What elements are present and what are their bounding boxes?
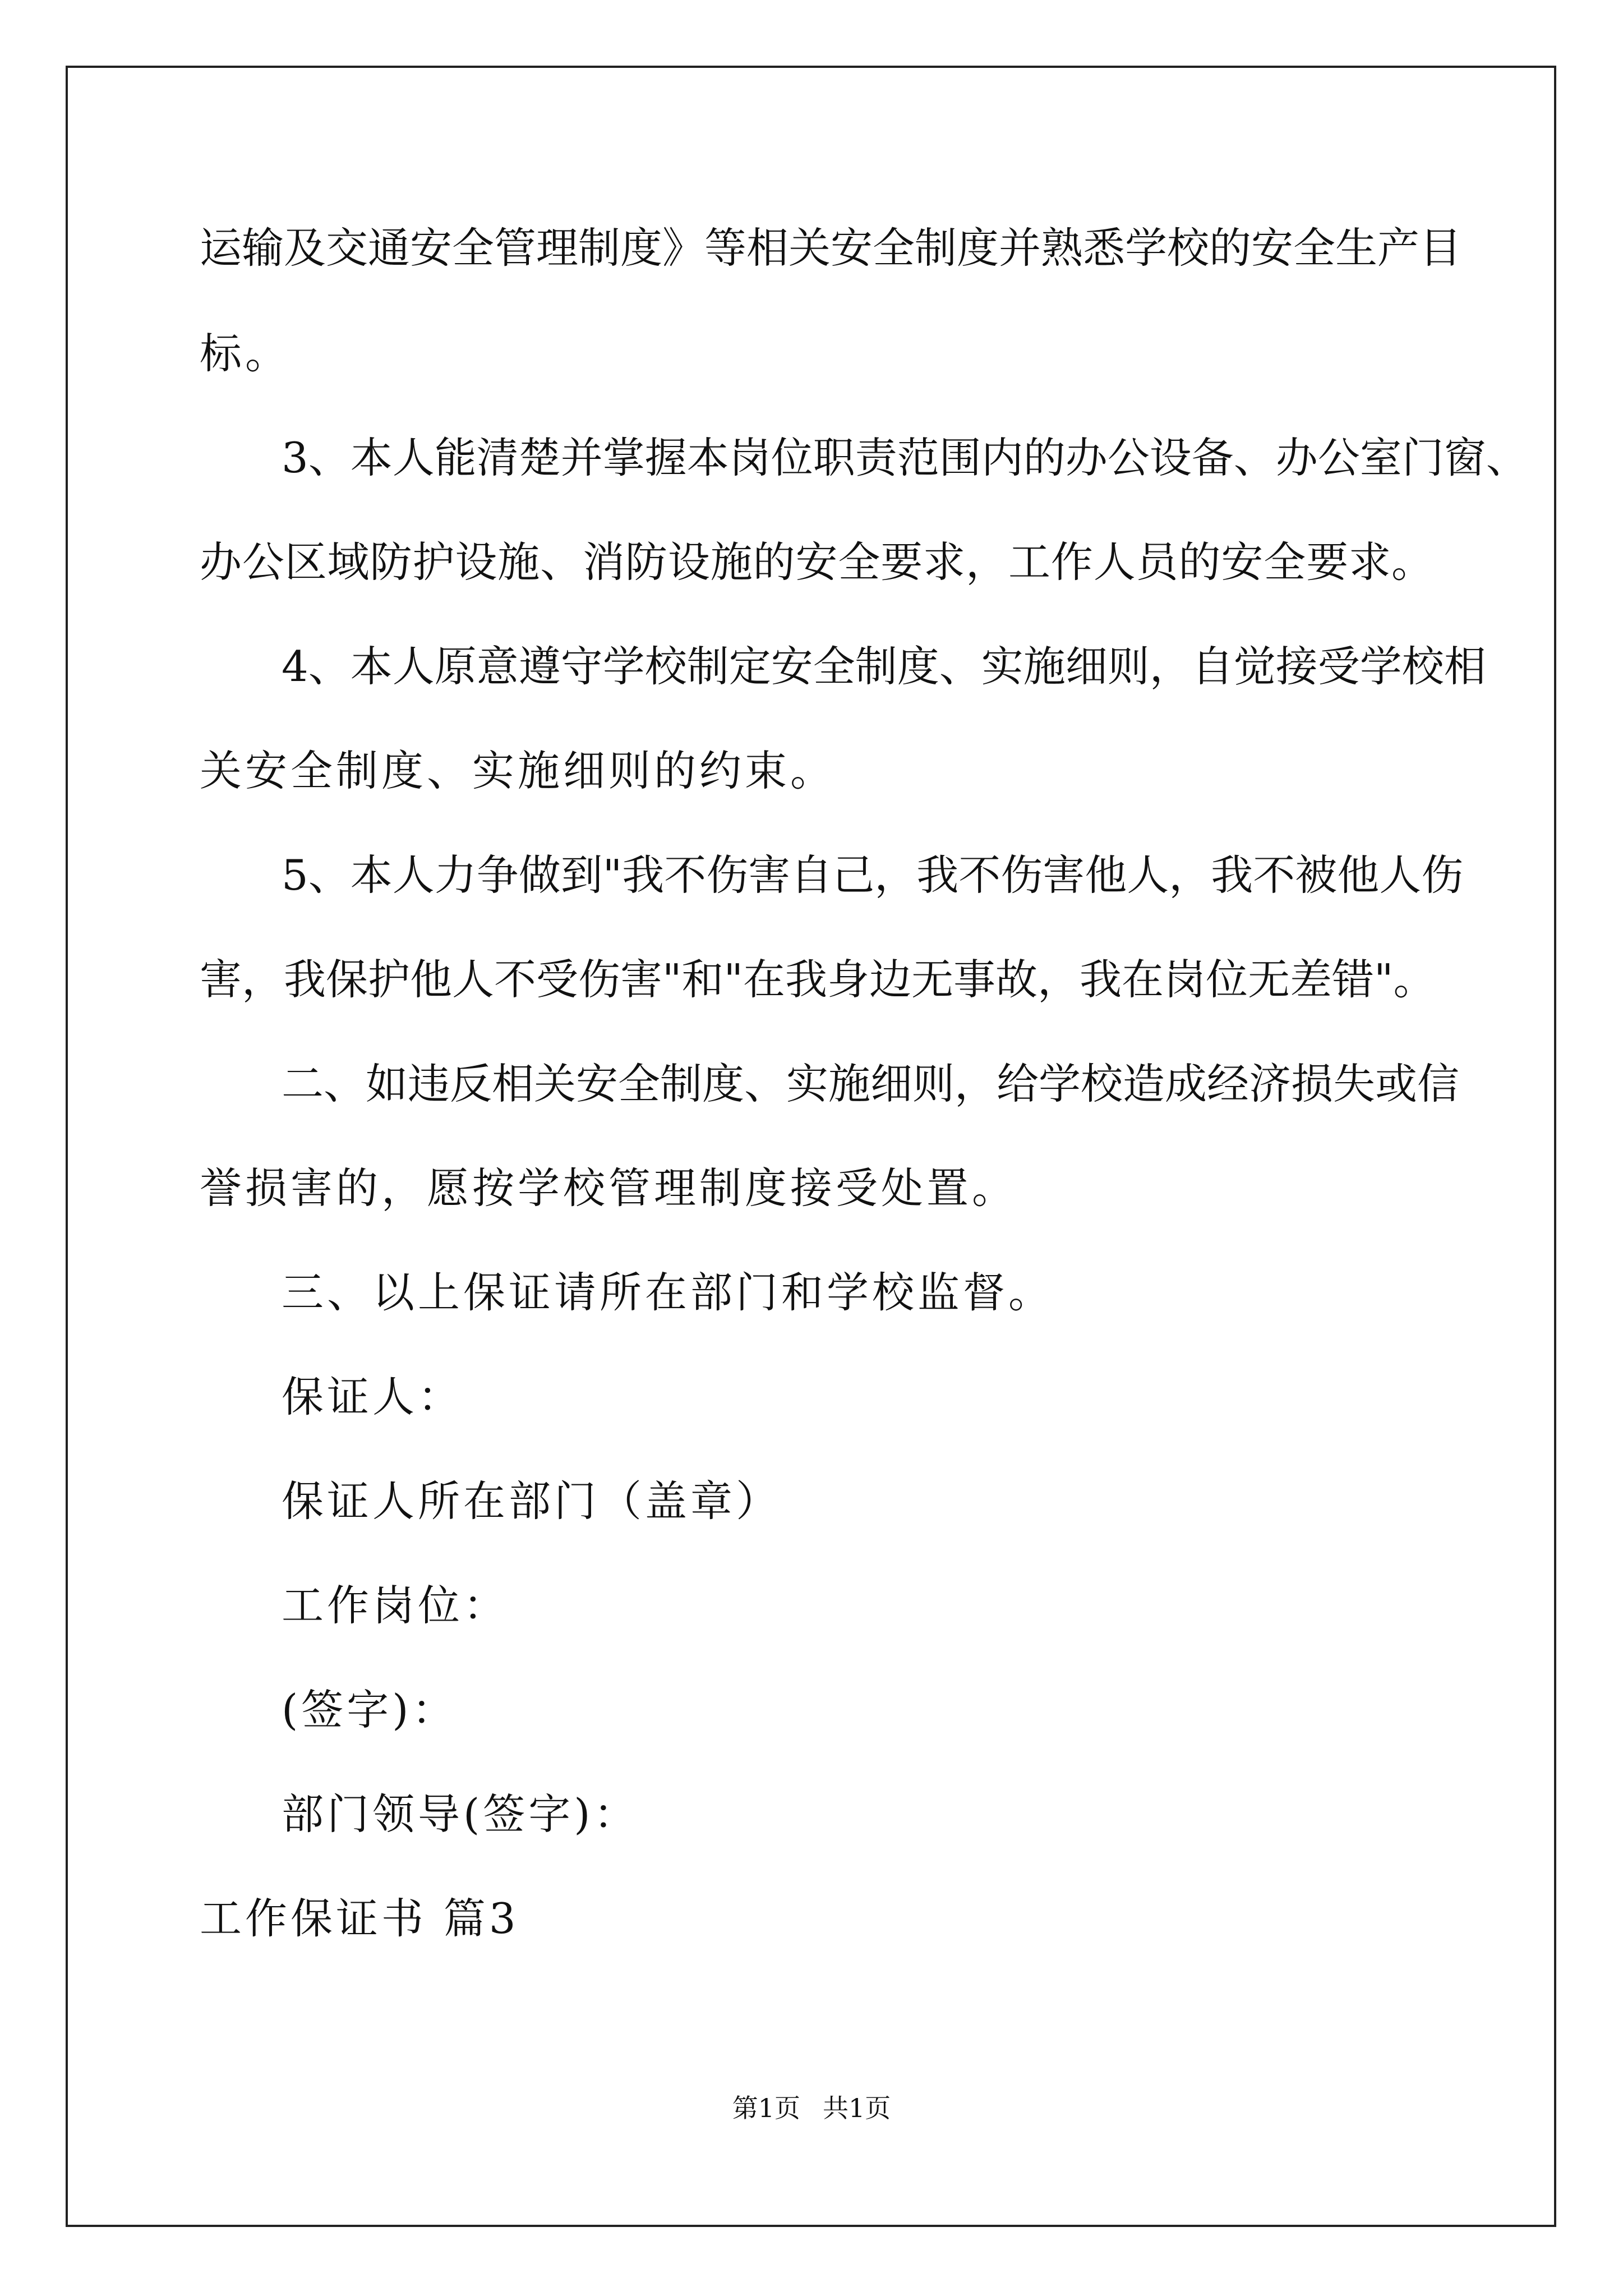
signature-field-department: 保证人所在部门（盖章） xyxy=(282,1476,782,1526)
text-line: 三、以上保证请所在部门和学校监督。 xyxy=(282,1268,1054,1317)
signature-field-sign: (签字)： xyxy=(282,1685,458,1734)
text-line: 害，我保护他人不受伤害"和"在我身边无事故，我在岗位无差错"。 xyxy=(200,955,1436,1004)
text-line: 誉损害的，愿按学校管理制度接受处置。 xyxy=(200,1163,1018,1213)
signature-field-leader: 部门领导(签字)： xyxy=(282,1789,639,1839)
text-line: 运输及交通安全管理制度》等相关安全制度并熟悉学校的安全生产目 xyxy=(200,223,1462,273)
text-line: 3、本人能清楚并掌握本岗位职责范围内的办公设备、办公室门窗、 xyxy=(282,433,1528,482)
text-line: 关安全制度、实施细则的约束。 xyxy=(200,746,836,795)
page-total: 共1页 xyxy=(823,2093,891,2123)
text-line: 办公区域防护设施、消防设施的安全要求，工作人员的安全要求。 xyxy=(200,537,1433,587)
text-line: 二、如违反相关安全制度、实施细则，给学校造成经济损失或信 xyxy=(282,1059,1460,1108)
text-line: 4、本人原意遵守学校制定安全制度、实施细则，自觉接受学校相 xyxy=(282,642,1486,691)
section-heading: 工作保证书 篇3 xyxy=(200,1894,519,1943)
text-line: 标。 xyxy=(200,329,291,378)
page-number: 第1页 xyxy=(732,2093,800,2123)
page-footer xyxy=(0,2091,1623,2125)
text-line: 5、本人力争做到"我不伤害自己，我不伤害他人，我不被他人伤 xyxy=(282,850,1464,900)
signature-field-position: 工作岗位： xyxy=(282,1581,509,1630)
signature-field-guarantor: 保证人： xyxy=(282,1372,464,1421)
